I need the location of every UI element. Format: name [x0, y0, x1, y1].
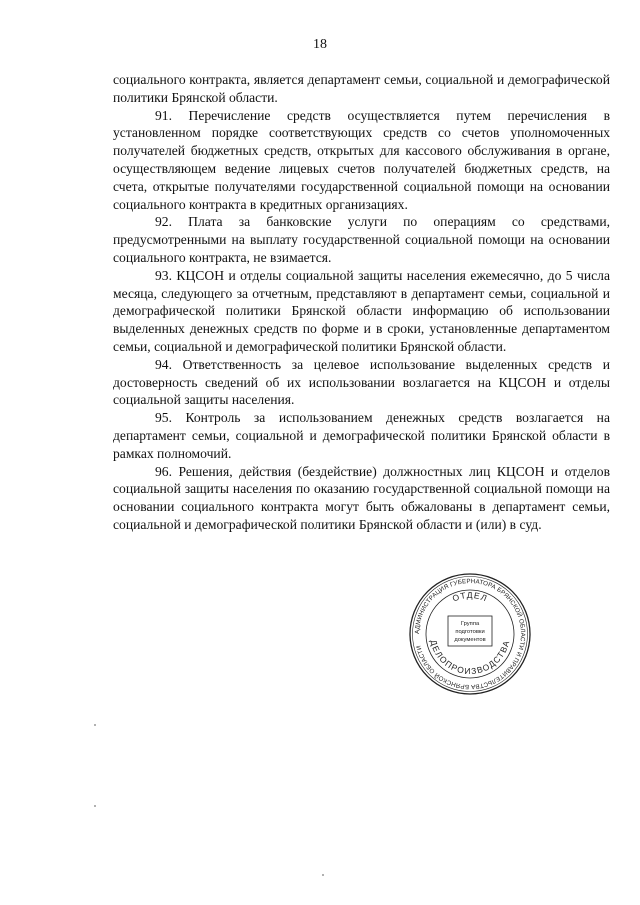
svg-text:ДЕЛОПРОИЗВОДСТВА — [428, 639, 511, 676]
stamp-outer-text: АДМИНИСТРАЦИЯ ГУБЕРНАТОРА БРЯНСКОЙ ОБЛАСТИ И ПРАВИТЕЛЬСТВА БРЯНСКОЙ ОБЛАСТИ — [413, 577, 527, 691]
official-stamp — [408, 572, 532, 696]
scan-speck — [94, 724, 96, 726]
svg-text:ОТДЕЛ — [451, 590, 489, 604]
stamp-seal-icon — [408, 572, 532, 696]
stamp-center-line-2: подготовки — [455, 629, 485, 635]
stamp-center-line-1: Группа — [460, 621, 480, 627]
paragraph-92: 92. Плата за банковские услуги по операциям со средствами, предусмотренными на выплату государственной социальной помощи на основании социального контракта, не взимается. — [113, 214, 610, 265]
paragraph-93: 93. КЦСОН и отделы социальной защиты населения ежемесячно, до 5 числа месяца, следующего за отчетным, представляют в департамент семьи, социальной и демографической политики Брянской области информацию об использовании выделенных денежных средств по форме и в сроки, установленные департаментом семьи, социальной и демографической политики Брянской области. — [113, 267, 610, 354]
scan-speck — [322, 874, 324, 876]
document-body — [113, 71, 610, 534]
stamp-center-line-3: документов — [454, 637, 486, 643]
paragraph-95: 95. Контроль за использованием денежных средств возлагается на департамент семьи, социальной и демографической политики Брянской области в рамках полномочий. — [113, 410, 610, 461]
paragraph-96: 96. Решения, действия (бездействие) должностных лиц КЦСОН и отделов социальной защиты населения по оказанию государственной социальной помощи на основании социального контракта могут быть обжалованы в департамент семьи, социальной и демографической политики Брянской области и (или) в суд. — [113, 463, 610, 532]
paragraph-continuation: социального контракта, является департамент семьи, социальной и демографической политики Брянской области. — [113, 72, 610, 105]
scan-speck — [94, 805, 96, 807]
page-number: 18 — [313, 37, 327, 52]
paragraph-94: 94. Ответственность за целевое использование выделенных средств и достоверность сведений об их использовании возлагается на КЦСОН и отделы социальной защиты населения. — [113, 356, 610, 408]
stamp-top-word: ОТДЕЛ — [450, 589, 490, 604]
paragraph-91: 91. Перечисление средств осуществляется путем перечисления в установленном порядке соответствующих средств со счетов уполномоченных получателей бюджетных средств, открытых для кассового обслуживания в органе, осуществляющем ведение лицевых счетов получателей бюджетных средств, на счета, открытые получателями государственной социальной помощи на основании социального контракта в кредитных организациях. — [113, 107, 610, 212]
stamp-inner-text: ДЕЛОПРОИЗВОДСТВА — [428, 638, 512, 677]
